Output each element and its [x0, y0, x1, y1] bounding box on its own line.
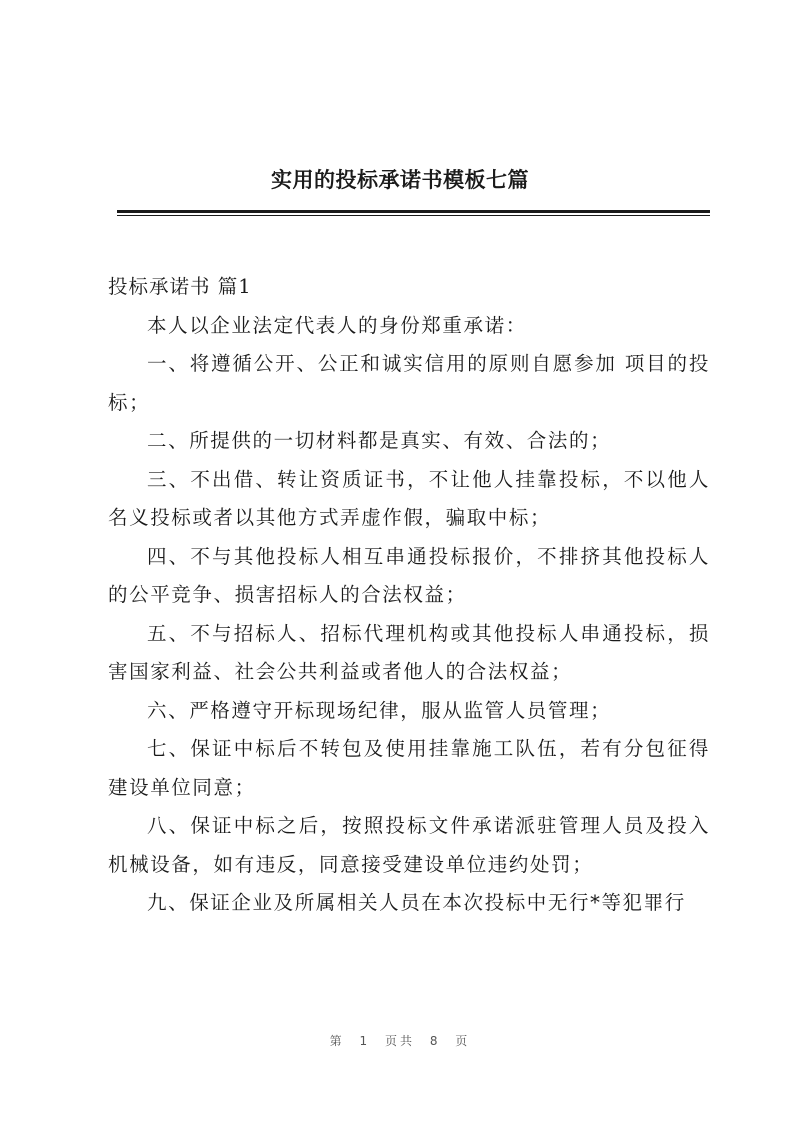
paragraph-intro: 本人以企业法定代表人的身份郑重承诺：	[147, 313, 527, 337]
page-title: 实用的投标承诺书模板七篇	[271, 167, 529, 192]
footer-mid: 页共	[384, 1034, 415, 1048]
paragraph-item-8: 八、保证中标之后，按照投标文件承诺派驻管理人员及投入机械设备，如有违反，同意接受建设单位违约处罚；	[108, 814, 710, 876]
paragraph-item-1: 一、将遵循公开、公正和诚实信用的原则自愿参加 项目的投标；	[108, 352, 710, 414]
section-heading: 投标承诺书 篇1	[108, 275, 252, 298]
paragraph-item-4: 四、不与其他投标人相互串通投标报价，不排挤其他投标人的公平竞争、损害招标人的合法权益；	[108, 544, 710, 606]
footer-suffix: 页	[455, 1034, 471, 1048]
footer-total-pages: 8	[429, 1034, 441, 1048]
paragraph-item-6: 六、严格遵守开标现场纪律，服从监管人员管理；	[147, 698, 612, 722]
page-footer	[0, 1032, 800, 1049]
paragraph-item-3: 三、不出借、转让资质证书，不让他人挂靠投标，不以他人名义投标或者以其他方式弄虚作假，骗取中标；	[108, 467, 710, 529]
title-divider-thin	[117, 215, 710, 216]
document-body	[108, 268, 710, 923]
paragraph-item-5: 五、不与招标人、招标代理机构或其他投标人串通投标，损害国家利益、社会公共利益或者他人的合法权益；	[108, 621, 710, 683]
paragraph-item-7: 七、保证中标后不转包及使用挂靠施工队伍，若有分包征得建设单位同意；	[108, 737, 710, 799]
footer-page-number: 1	[359, 1034, 371, 1048]
paragraph-item-9: 九、保证企业及所属相关人员在本次投标中无行*等犯罪行	[147, 891, 686, 914]
paragraph-item-2: 二、所提供的一切材料都是真实、有效、合法的；	[147, 429, 612, 452]
title-divider-thick	[117, 210, 710, 213]
footer-prefix: 第	[329, 1034, 345, 1048]
